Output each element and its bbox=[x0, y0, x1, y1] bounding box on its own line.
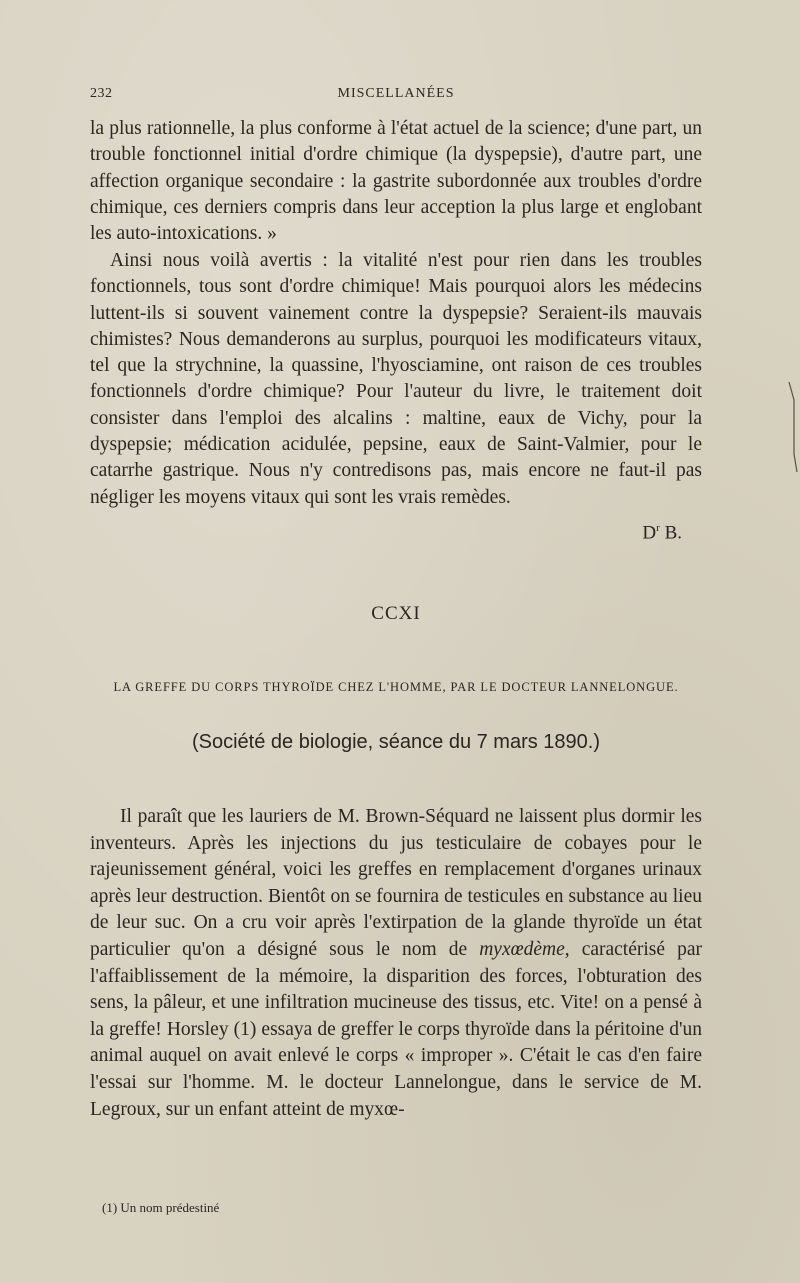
signature-prefix: D bbox=[642, 522, 657, 544]
paragraph-article-body bbox=[90, 804, 702, 1123]
margin-mark bbox=[788, 382, 798, 472]
signature-name: B. bbox=[659, 522, 682, 544]
source-citation: (Société de biologie, séance du 7 mars 1890.) bbox=[191, 731, 601, 753]
author-signature bbox=[90, 522, 682, 544]
body-text-end: , caractérisé par l'affaiblissement de la mémoire, la disparition des forces, l'obturation des sens, la pâleur, et une infiltration mucineuse des tissus, etc. Vite! on a pensé à la greffe! Horsley (1) essaya de greffer le corps thyroïde dans la péritoine d'un animal auquel on avait enlevé le corps « improper ». C'était le cas d'en faire l'essai sur l'homme. M. le docteur Lannelongue, dans le service de M. Legroux, sur un enfant atteint de myxœ- bbox=[90, 938, 702, 1120]
italic-term: myxœdème bbox=[479, 938, 565, 960]
page-number: 232 bbox=[90, 86, 113, 101]
paragraph-commentary: Ainsi nous voilà avertis : la vitalité n'est pour rien dans les troubles fonctionnels, tous sont d'ordre chimique! Mais pourquoi alors les médecins luttent-ils si souvent vainement contre la dyspepsie? Seraient-ils mauvais chimistes? Nous demanderons au surplus, pourquoi les modificateurs vitaux, tel que la strychnine, la quassine, l'hyosciamine, ont raison de ces troubles fonctionnels d'ordre chimique? Pour l'auteur du livre, le traitement doit consister dans l'emploi des alcalins : maltine, eaux de Vichy, pour la dyspepsie; médication acidulée, pepsine, eaux de Saint-Valmier, pour le catarrhe gastrique. Nous n'y contredisons pas, mais encore ne faut-il pas négliger les moyens vitaux qui sont les vrais remèdes. bbox=[90, 250, 702, 508]
section-number: CCXI bbox=[371, 603, 421, 624]
running-title: MISCELLANÉES bbox=[337, 86, 455, 101]
article-title: LA GREFFE DU CORPS THYROÏDE CHEZ L'HOMME, PAR LE DOCTEUR LANNELONGUE. bbox=[113, 680, 679, 694]
paragraph-continuation: la plus rationnelle, la plus conforme à l'état actuel de la science; d'une part, un trouble fonctionnel initial d'ordre chimique (la dyspepsie), d'autre part, une affection organique secondaire : la gastrite subordonnée aux troubles d'ordre chimique, ces derniers compris dans leur acception la plus large et englobant les auto-intoxications. » bbox=[90, 118, 702, 245]
running-head bbox=[90, 86, 702, 106]
footnote: (1) Un nom prédestiné bbox=[102, 1200, 220, 1215]
body-text-start: Il paraît que les lauriers de M. Brown-Séquard ne laissent plus dormir les inventeurs. Après les injections du jus testiculaire de cobayes pour le rajeunissement général, voici les greffes en remplacement d'organes urinaux après leur destruction. Bientôt on se fournira de testicules en substance au lieu de leur suc. On a cru voir après l'extirpation de la glande thyroïde un état particulier qu'on a désigné sous le nom de bbox=[90, 806, 702, 960]
signature-superscript: r bbox=[656, 522, 660, 534]
